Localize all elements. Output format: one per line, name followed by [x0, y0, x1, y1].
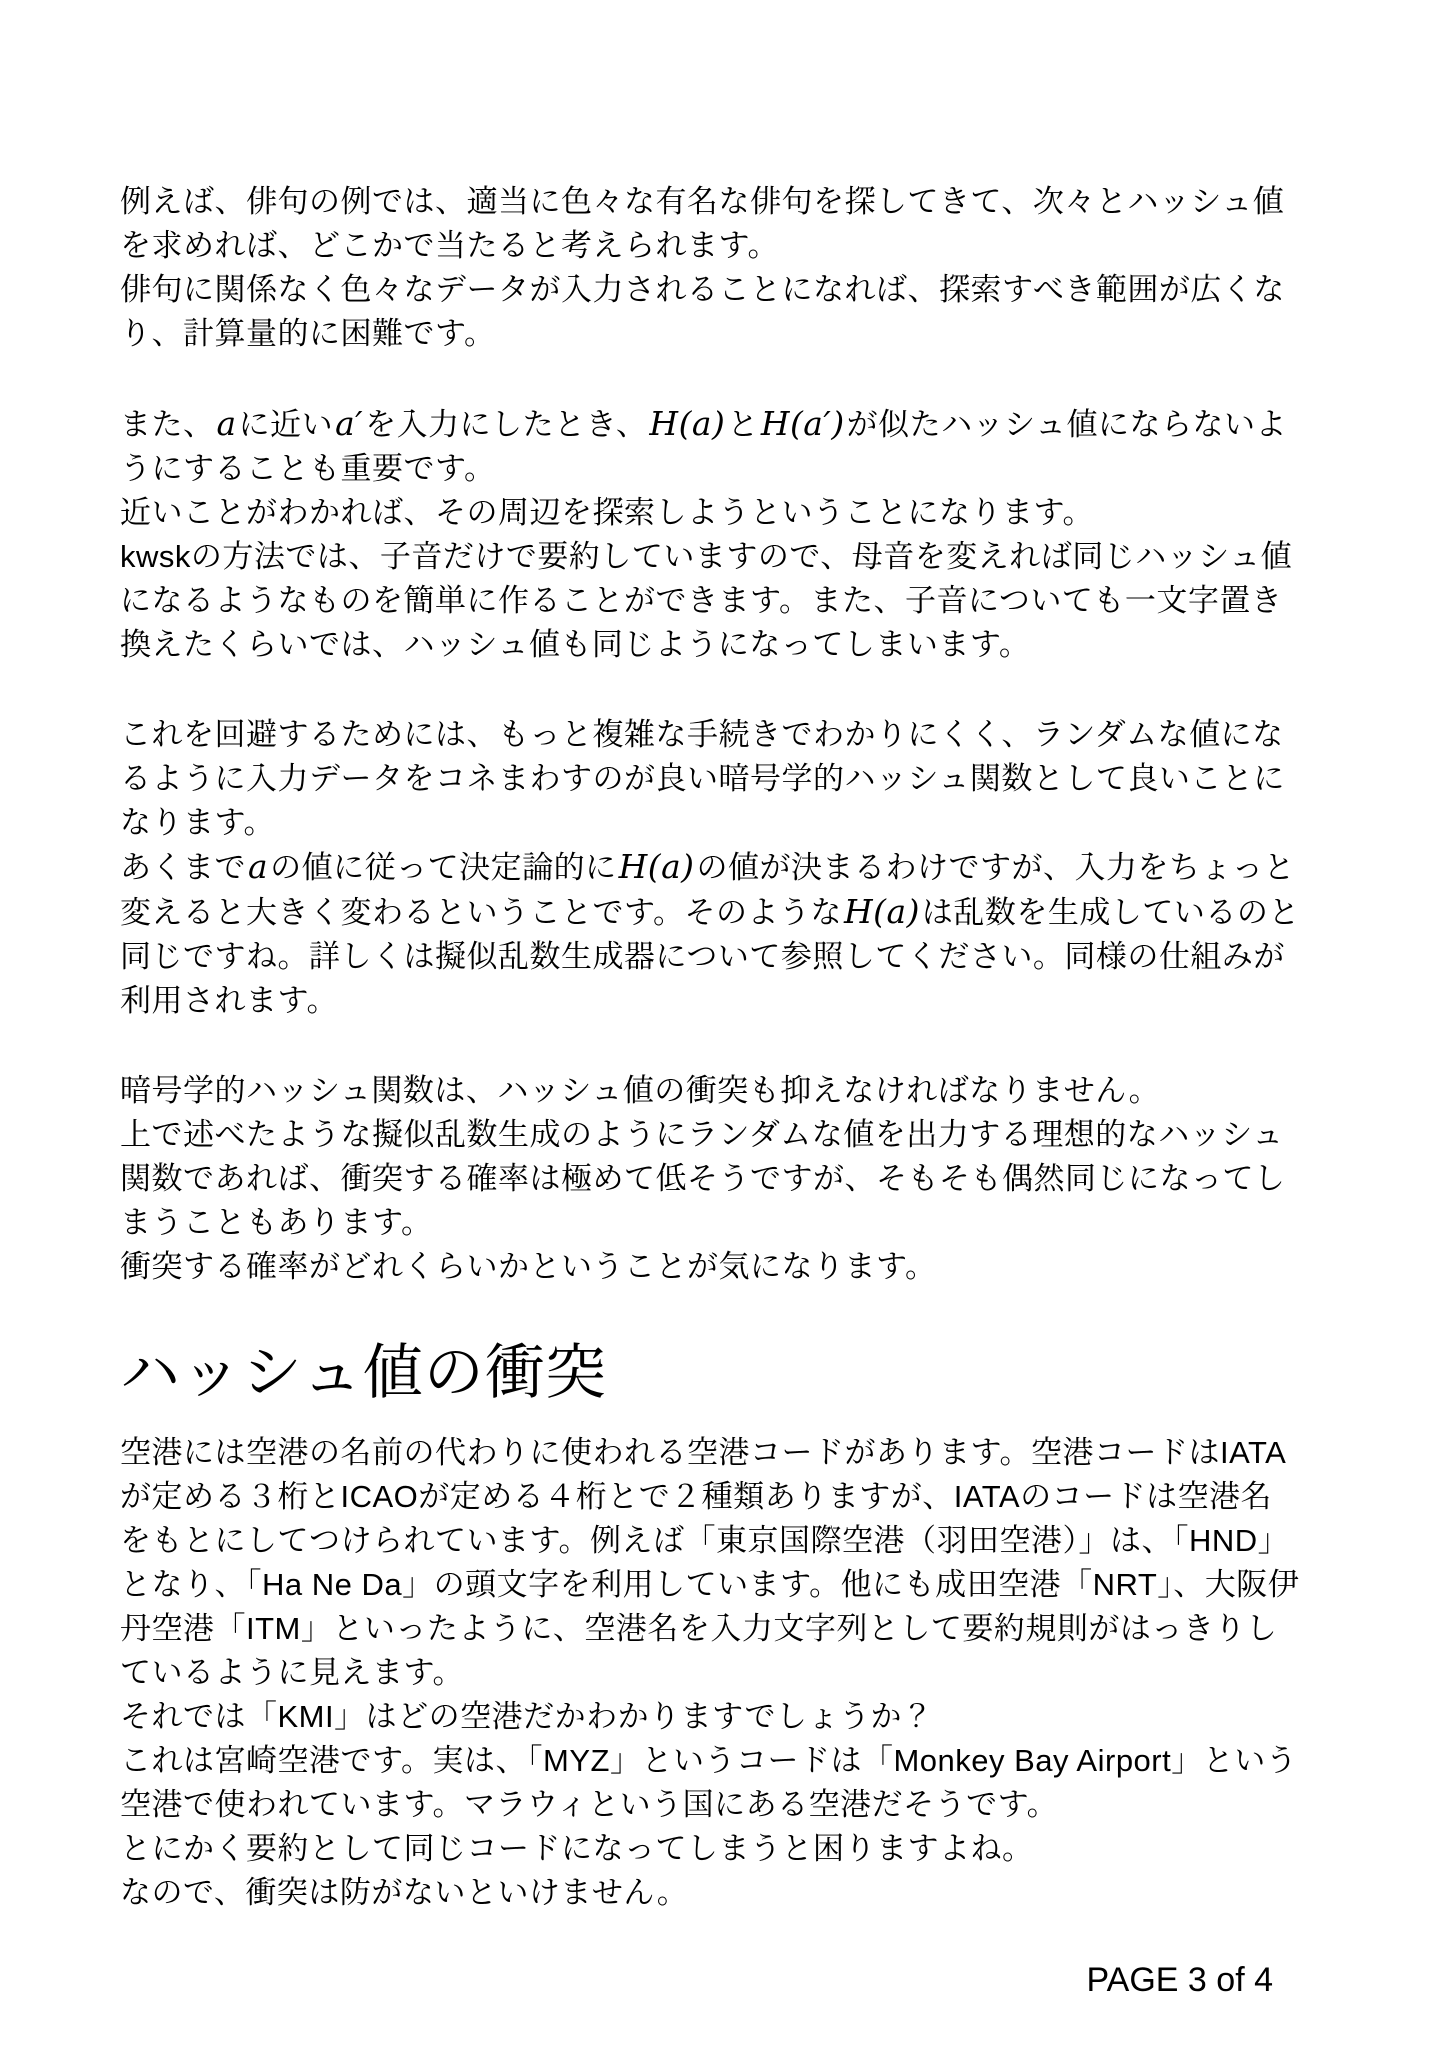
page-footer [1087, 1958, 1273, 2002]
paragraph [120, 1431, 1300, 1915]
sentence-line [120, 535, 1300, 667]
paragraph [120, 713, 1300, 1023]
inline-math: H(a′) [760, 404, 845, 443]
sentence-line [120, 180, 1300, 268]
sentence-line [120, 268, 1300, 356]
text-run: これを回避するためには、もっと複雑な手続きでわかりにくく、ランダムな値になるように入力データをコネまわすのが良い暗号学的ハッシュ関数として良いことになります。 [120, 717, 1285, 840]
sentence-line [120, 1113, 1300, 1245]
text-run: 暗号学的ハッシュ関数は、ハッシュ値の衝突も抑えなければなりません。 [120, 1073, 1161, 1108]
sentence-line [120, 1431, 1300, 1695]
page-number: PAGE 3 of 4 [1086, 1961, 1273, 1999]
text-run: の値が決まるわけですが、入力をちょっと変えると大きく変わるということです。そのような [120, 850, 1295, 930]
sentence-line [120, 845, 1300, 1023]
text-run: とにかく要約として同じコードになってしまうと困りますよね。 [120, 1831, 1034, 1866]
text-run: 空港には空港の名前の代わりに使われる空港コードがあります。空港コードはIATAが定める３桁とICAOが定める４桁とで２種類ありますが、IATAのコードは空港名をもとにしてつけられています。例えば「東京国際空港（羽田空港）」は、「HND」となり、「Ha Ne Da」の頭文字を利用しています。他にも成田空港「NRT」、大阪伊丹空港「ITM」といったように、空港名を入力文字列として要約規則がはっきりしているように見えます。 [120, 1435, 1300, 1690]
inline-math: H(a) [649, 404, 726, 443]
text-run: kwskの方法では、子音だけで要約していますので、母音を変えれば同じハッシュ値になるようなものを簡単に作ることができます。また、子音についても一文字置き換えたくらいでは、ハッシュ値も同じようになってしまいます。 [120, 539, 1293, 662]
document-body [120, 180, 1300, 1961]
sentence-line [120, 713, 1300, 845]
paragraph [120, 1069, 1300, 1289]
text-run: それでは「KMI」はどの空港だかわかりますでしょうか？ [120, 1699, 934, 1734]
text-run: 衝突する確率がどれくらいかということが気になります。 [120, 1249, 937, 1284]
text-run: 上で述べたような擬似乱数生成のようにランダムな値を出力する理想的なハッシュ関数であれば、衝突する確率は極めて低そうですが、そもそも偶然同じになってしまうこともあります。 [120, 1117, 1286, 1240]
paragraph [120, 402, 1300, 667]
paragraph [120, 180, 1300, 356]
text-run: 近いことがわかれば、その周辺を探索しようということになります。 [120, 495, 1095, 530]
inline-math: H(a) [844, 892, 920, 931]
text-run: が似たハッシュ値にならないようにすることも重要です。 [120, 407, 1288, 486]
inline-math: a [216, 404, 237, 443]
text-run: 俳句に関係なく色々なデータが入力されることになれば、探索すべき範囲が広くなり、計算量的に困難です。 [120, 272, 1285, 351]
text-run: と [727, 407, 759, 442]
text-run: を入力にしたとき、 [365, 407, 648, 442]
sentence-line [120, 402, 1300, 491]
inline-math: a [248, 847, 269, 886]
text-run: これは宮崎空港です。実は、「MYZ」というコードは「Monkey Bay Airport」という空港で使われています。マラウィという国にある空港だそうです。 [120, 1743, 1298, 1822]
sentence-line [120, 1871, 1300, 1915]
text-run: あくまで [120, 850, 246, 885]
sentence-line [120, 1245, 1300, 1289]
text-run: また、 [120, 407, 215, 442]
sentence-line [120, 1739, 1300, 1827]
sentence-line [120, 1069, 1300, 1113]
section-heading: ハッシュ値の衝突 [120, 1339, 607, 1406]
sentence-line [120, 491, 1300, 535]
inline-math: a′ [335, 404, 364, 443]
inline-math: H(a) [618, 847, 695, 886]
text-run: の値に従って決定論的に [270, 850, 617, 885]
sentence-line [120, 1827, 1300, 1871]
sentence-line [120, 1695, 1300, 1739]
text-run: に近い [238, 407, 334, 442]
text-run: なので、衝突は防がないといけません。 [120, 1875, 689, 1910]
text-run: 例えば、俳句の例では、適当に色々な有名な俳句を探してきて、次々とハッシュ値を求めれば、どこかで当たると考えられます。 [120, 184, 1285, 263]
text-run: は乱数を生成しているのと同じですね。詳しくは擬似乱数生成器について参照してください。同様の仕組みが利用されます。 [120, 895, 1300, 1018]
